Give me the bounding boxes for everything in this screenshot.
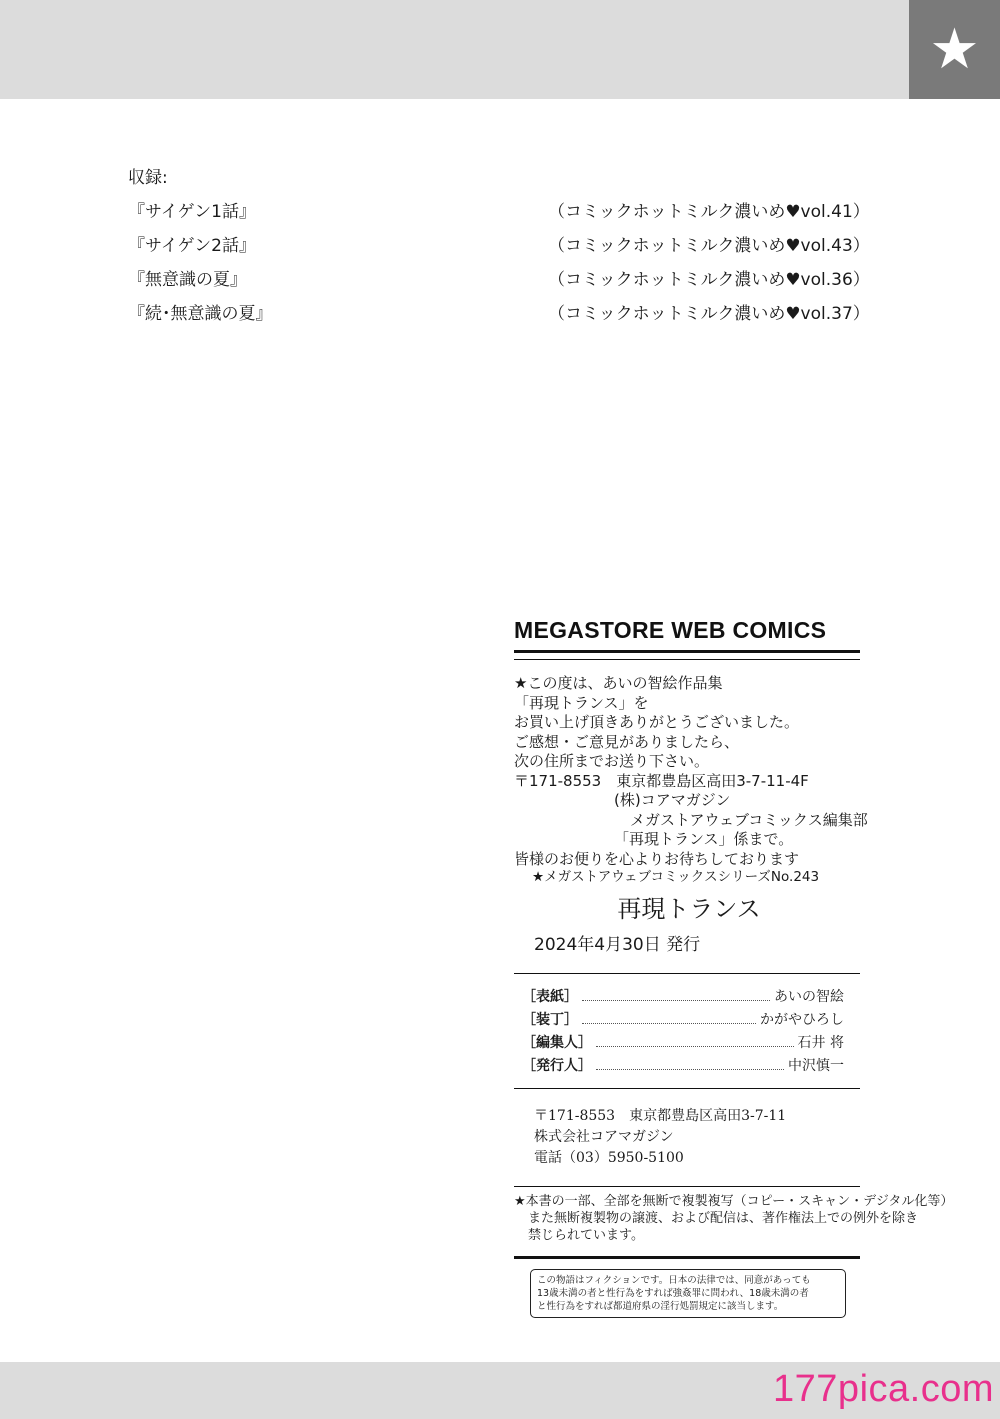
notice-line: また無断複製物の譲渡、および配信は、著作権法上での例外を除き <box>528 1211 919 1226</box>
brand-title: MEGASTORE WEB COMICS <box>514 617 827 643</box>
publish-date: 2024年4月30日 発行 <box>534 935 701 955</box>
notice-line: 禁じられています。 <box>528 1228 644 1243</box>
leader-dots <box>596 1046 794 1047</box>
list-item <box>128 197 868 231</box>
double-rule <box>514 650 860 660</box>
message-line: ★この度は、あいの智絵作品集 <box>514 674 723 692</box>
message-line: ご感想・ご意見がありましたら、 <box>514 732 740 751</box>
credit-role: ［編集人］ <box>522 1035 592 1051</box>
credit-row <box>522 1055 844 1078</box>
credit-role: ［表紙］ <box>522 989 578 1005</box>
credit-name: かがやひろし <box>760 1012 844 1028</box>
phone-number: 電話（03）5950-5100 <box>534 1150 684 1166</box>
message-line: 次の住所までお送り下さい。 <box>514 752 710 770</box>
contents-list <box>128 163 868 333</box>
message-line: お買い上げ頂きありがとうございました。 <box>514 713 800 731</box>
corner-star-box <box>909 0 1000 99</box>
divider <box>514 1088 860 1089</box>
list-item <box>128 265 868 299</box>
message-line: 「再現トランス」を <box>514 693 649 712</box>
fiction-disclaimer-box <box>530 1269 846 1318</box>
credit-row <box>522 1032 844 1055</box>
book-title: 再現トランス <box>617 895 761 923</box>
credit-role: ［装丁］ <box>522 1012 578 1028</box>
credit-name: あいの智絵 <box>774 989 844 1005</box>
company-name: 株式会社コアマガジン <box>534 1129 674 1145</box>
copyright-notice <box>514 1193 954 1244</box>
chapter-source: （コミックホットミルク濃いめ♥vol.43） <box>548 236 870 256</box>
star-icon: ★ <box>929 16 980 82</box>
thank-you-message <box>514 674 868 869</box>
watermark-text: 177pica.com <box>773 1368 994 1410</box>
chapter-title: 『続･無意識の夏』 <box>128 304 273 324</box>
colophon <box>514 617 954 1318</box>
credit-name: 石井 将 <box>797 1035 844 1051</box>
disclaimer-line: 13歳未満の者と性行為をすれば強姦罪に問われ、18歳未満の者 <box>537 1288 809 1299</box>
credit-role: ［発行人］ <box>522 1058 592 1074</box>
notice-line: ★本書の一部、全部を無断で複製複写（コピー・スキャン・デジタル化等） <box>514 1194 954 1209</box>
top-band <box>0 0 1000 99</box>
message-line: (株)コアマガジン <box>614 791 731 809</box>
disclaimer-line: と性行為をすれば都道府県の淫行処罰規定に該当します。 <box>537 1301 784 1312</box>
chapter-source: （コミックホットミルク濃いめ♥vol.41） <box>548 202 870 222</box>
chapter-source: （コミックホットミルク濃いめ♥vol.37） <box>548 304 870 324</box>
divider <box>514 973 860 974</box>
list-item <box>128 299 868 333</box>
chapter-title: 『サイゲン1話』 <box>128 202 256 222</box>
chapter-title: 『サイゲン2話』 <box>128 236 256 256</box>
publisher-address <box>514 1106 864 1169</box>
credits <box>514 986 864 1078</box>
chapter-title: 『無意識の夏』 <box>128 270 247 290</box>
disclaimer-line: この物語はフィクションです。日本の法律では、同意があっても <box>537 1275 811 1286</box>
chapter-source: （コミックホットミルク濃いめ♥vol.36） <box>548 270 870 290</box>
list-item <box>128 231 868 265</box>
leader-dots <box>582 1023 756 1024</box>
bold-rule <box>514 1256 860 1259</box>
contents-heading: 収録: <box>128 168 168 188</box>
leader-dots <box>596 1069 784 1070</box>
credit-row <box>522 1009 844 1032</box>
credit-name: 中沢慎一 <box>788 1058 844 1074</box>
message-line: 〒171-8553 東京都豊島区高田3-7-11-4F <box>514 771 809 790</box>
address-line: 〒171-8553 東京都豊島区高田3-7-11 <box>534 1108 787 1124</box>
message-line: 皆様のお便りを心よりお待ちしております <box>514 849 800 868</box>
credit-row <box>522 986 844 1009</box>
message-line: メガストアウェブコミックス編集部 <box>630 810 868 829</box>
divider <box>514 1186 860 1187</box>
leader-dots <box>582 1000 770 1001</box>
message-line: 「再現トランス」係まで。 <box>614 830 794 848</box>
series-number: ★メガストアウェブコミックスシリーズNo.243 <box>532 869 820 885</box>
